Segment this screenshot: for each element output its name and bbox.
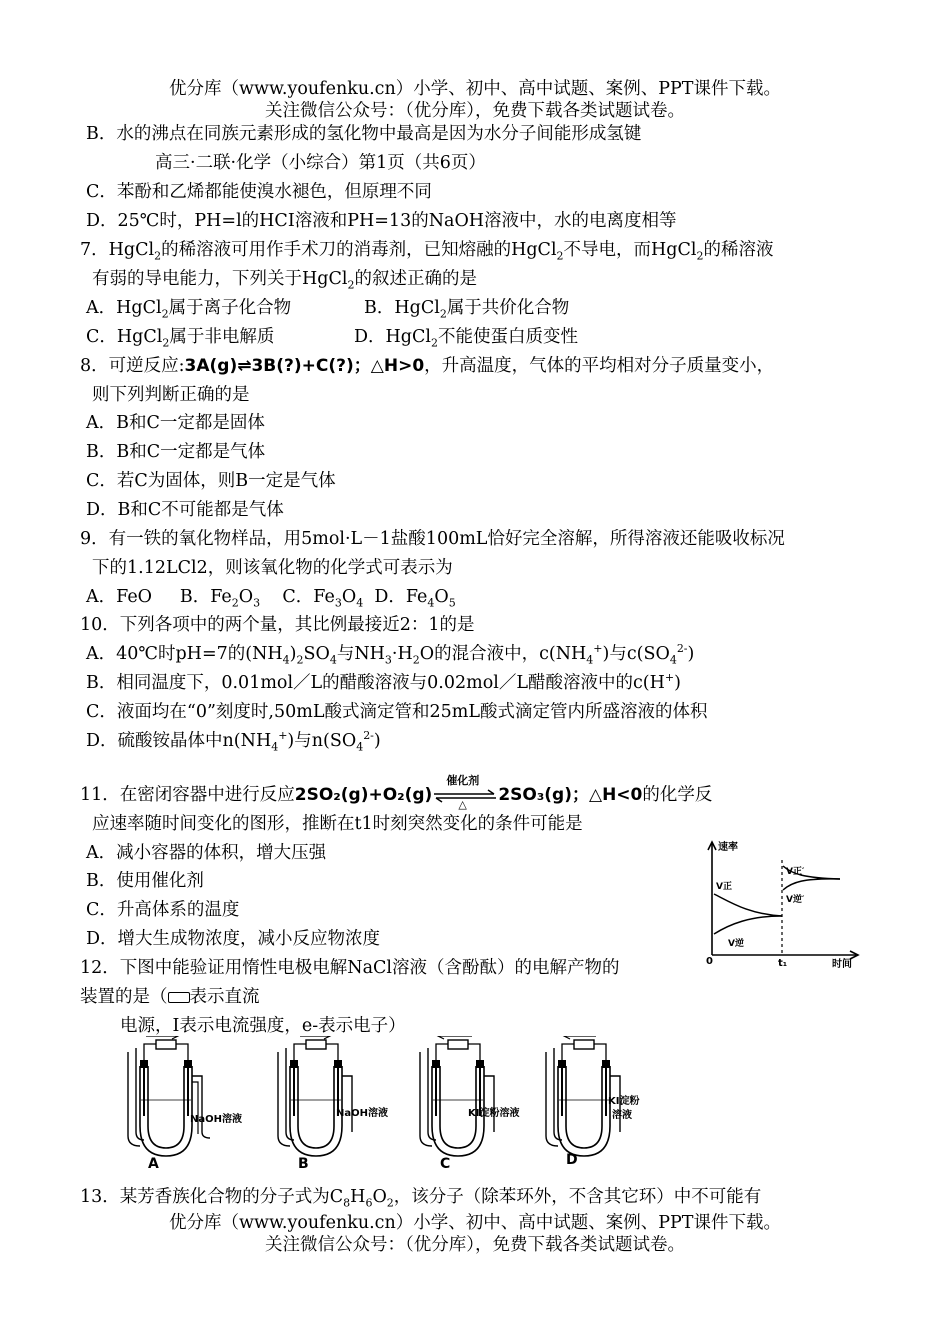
- q9-option-c: C．$Fe_3O_4$: [282, 587, 364, 610]
- rate-time-graph: [700, 830, 870, 975]
- graph-v-forward-curve: [714, 894, 782, 916]
- q10-option-d: D．硫酸铵晶体中$n(NH_4^+)$与$n(SO_4^{2-})$: [86, 729, 381, 754]
- apparatus-c: [420, 1036, 519, 1172]
- graph-y-label: 速率: [718, 842, 738, 853]
- q6-option-b: B．水的沸点在同族元素形成的氢化物中最高是因为水分子间能形成氢键: [86, 124, 642, 144]
- graph-v-forward-new-label: V正′: [786, 867, 805, 877]
- header-line-1: 优分库（www.youfenku.cn）小学、初中、高中试题、案例、PPT课件下载。: [169, 79, 781, 99]
- q10-stem: 10．下列各项中的两个量，其比例最接近2：1的是: [80, 615, 475, 635]
- footer-line-1: 优分库（www.youfenku.cn）小学、初中、高中试题、案例、PPT课件下载。: [169, 1213, 781, 1233]
- q12-stem-line-1: 12．下图中能验证用惰性电极电解NaCl溶液（含酚酞）的电解产物的: [80, 958, 620, 978]
- q11-stem-line-2: 应速率随时间变化的图形，推断在t1时刻突然变化的条件可能是: [92, 814, 583, 834]
- graph-v-forward-new-curve: [783, 879, 840, 890]
- power-source-symbol: [168, 992, 190, 1003]
- header-line-2: 关注微信公众号：（优分库），免费下载各类试题试卷。: [265, 101, 685, 121]
- q8-option-b: B．B和C一定都是气体: [86, 442, 266, 462]
- q11-heat-label: △: [458, 797, 467, 811]
- q13-stem: 13．某芳香族化合物的分子式为$C_8H_6O_2$，该分子（除苯环外，不含其它环）中不可能有: [80, 1187, 762, 1210]
- q11-option-a: A．减小容器的体积，增大压强: [86, 843, 327, 863]
- q12-stem-line-2: 装置的是（ 表示直流: [80, 987, 260, 1007]
- q11-catalyst-label: 催化剂: [446, 773, 480, 787]
- graph-v-reverse-new-label: V逆′: [786, 895, 805, 905]
- electrolysis-apparatus-figures: [110, 1036, 670, 1172]
- q11-equation-right: 2SO₃(g)；△H<0: [498, 785, 643, 805]
- q8-equation: 3A(g)⇌3B(?)+C(?)；△H>0: [184, 356, 425, 376]
- q8-option-c: C．若C为固体，则B一定是气体: [86, 471, 336, 491]
- q9-option-a: A．FeO: [86, 587, 153, 607]
- q7-stem-line-1: 7．HgCl$_2$的稀溶液可用作手术刀的消毒剂，已知熔融的HgCl$_2$不导电，而HgCl$_2$的稀溶液: [80, 240, 774, 263]
- apparatus-a-label: A: [148, 1156, 159, 1172]
- q7-option-c: C．HgCl$_2$属于非电解质: [86, 327, 275, 350]
- q7-option-d: D．HgCl$_2$不能使蛋白质变性: [354, 327, 578, 350]
- q11-option-d: D．增大生成物浓度，减小反应物浓度: [86, 929, 381, 949]
- apparatus-b-label: B: [298, 1156, 309, 1172]
- q7-option-b: B．HgCl$_2$属于共价化合物: [364, 298, 570, 321]
- q7-stem-line-2: 有弱的导电能力，下列关于HgCl$_2$的叙述正确的是: [92, 269, 477, 292]
- q8-stem-line-2: 则下列判断正确的是: [92, 385, 250, 405]
- apparatus-b: [278, 1036, 388, 1172]
- q8-option-a: A．B和C一定都是固体: [86, 413, 265, 433]
- q6-option-c: C．苯酚和乙烯都能使溴水褪色，但原理不同: [86, 182, 432, 202]
- graph-v-reverse-curve: [714, 916, 782, 934]
- apparatus-b-solution: NaOH溶液: [336, 1108, 388, 1119]
- page-info: 高三·二联·化学（小综合）第1页（共6页）: [155, 153, 486, 173]
- apparatus-c-solution: KI淀粉溶液: [468, 1108, 520, 1119]
- q11-option-b: B．使用催化剂: [86, 871, 204, 891]
- graph-x-label: 时间: [832, 959, 852, 970]
- q6-option-d: D．25℃时，PH=l的HCI溶液和PH=13的NaOH溶液中，水的电离度相等: [86, 211, 677, 231]
- apparatus-d: [546, 1036, 639, 1168]
- graph-v-forward-label: V正: [716, 882, 732, 892]
- q9-stem-line-1: 9．有一铁的氧化物样品，用5mol·L－1盐酸100mL恰好完全溶解，所得溶液还能吸收标况: [80, 529, 785, 549]
- q9-stem-line-2: 下的1.12LCl2，则该氧化物的化学式可表示为: [92, 558, 453, 578]
- q11-stem-line-1: 11．在密闭容器中进行反应2SO₂(g)+O₂(g) 催化剂 △ 2SO₃(g)；△H<0的化学反: [80, 773, 713, 811]
- q9-option-d: D．$Fe_4O_5$: [374, 587, 456, 610]
- q12-stem-line-3: 电源，I表示电流强度，e-表示电子）: [120, 1016, 406, 1036]
- q10-option-a: A．40℃时pH=7的$(NH_4)_2SO_4$与$NH_3\cdot H_2O$的混合液中，$c(NH_4^+)$与$c(SO_4^{2-})$: [86, 642, 695, 667]
- apparatus-c-label: C: [440, 1156, 451, 1172]
- graph-origin: 0: [706, 956, 713, 967]
- apparatus-d-solution-2: 溶液: [612, 1110, 632, 1121]
- q10-option-c: C．液面均在“0”刻度时,50mL酸式滴定管和25mL酸式滴定管内所盛溶液的体积: [86, 702, 708, 722]
- q11-option-c: C．升高体系的温度: [86, 900, 240, 920]
- q8-option-d: D．B和C不可能都是气体: [86, 500, 284, 520]
- q9-options: [86, 586, 456, 608]
- q8-stem-line-1: 8．可逆反应:3A(g)⇌3B(?)+C(?)；△H>0，升高温度，气体的平均相对分子质量变小，: [80, 356, 775, 376]
- apparatus-a: [128, 1036, 242, 1172]
- apparatus-d-label: D: [566, 1152, 578, 1168]
- graph-t1-label: t₁: [778, 958, 788, 969]
- q7-option-a: A．HgCl$_2$属于离子化合物: [86, 298, 292, 321]
- q9-option-b: B．$Fe_2O_3$: [179, 587, 261, 610]
- apparatus-d-solution-1: KI淀粉: [608, 1096, 640, 1107]
- graph-v-reverse-label: V逆: [728, 939, 744, 949]
- footer-line-2: 关注微信公众号：（优分库），免费下载各类试题试卷。: [265, 1235, 685, 1255]
- q11-equation-left: 2SO₂(g)+O₂(g): [294, 785, 433, 805]
- apparatus-a-solution: NaOH溶液: [190, 1114, 242, 1125]
- q10-option-b: B．相同温度下，0.01mol／L的醋酸溶液与0.02mol／L醋酸溶液中的c(H+): [86, 671, 681, 693]
- q11-equilibrium-arrow: [432, 773, 498, 811]
